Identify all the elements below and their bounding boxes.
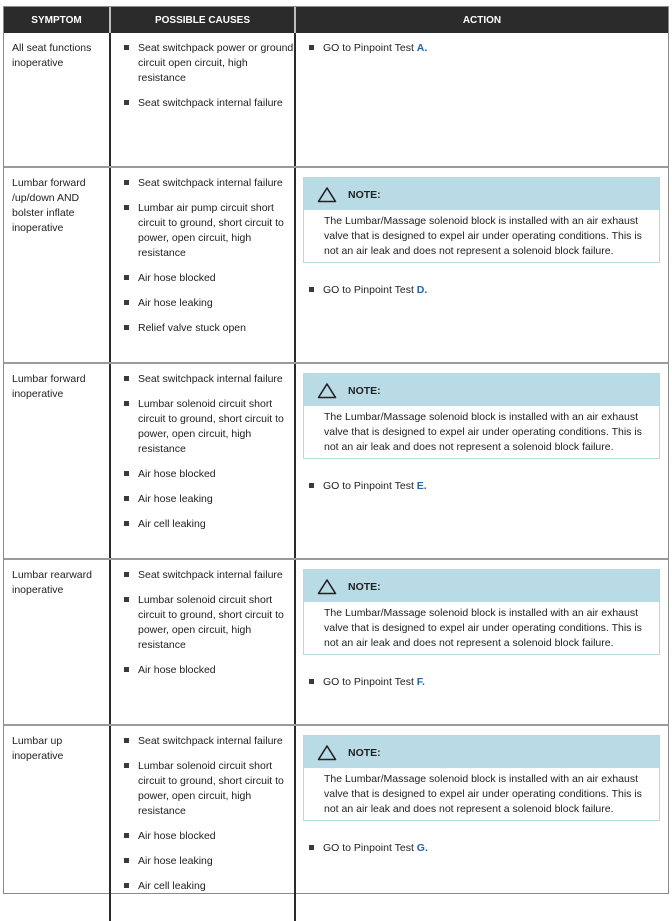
cause-item (124, 467, 294, 482)
goto-text: GO to Pinpoint Test (323, 42, 417, 54)
symptom-text: All seat functions inoperative (12, 42, 92, 69)
causes-list (111, 41, 294, 111)
symptom-text: Lumbar rearward inoperative (12, 569, 92, 596)
square-bullet-icon (309, 483, 314, 488)
square-bullet-icon (124, 180, 129, 185)
symptom-cell (4, 167, 110, 363)
square-bullet-icon (309, 45, 314, 50)
causes-cell (110, 167, 295, 363)
square-bullet-icon (309, 845, 314, 850)
cause-item (124, 492, 294, 507)
note-text: The Lumbar/Massage solenoid block is installed with an air exhaust valve that is designed to expel air under operating conditions. This is not an air leak and does not represent a solenoid block failure. (324, 411, 642, 453)
symptom-cell (4, 363, 110, 559)
note-label: NOTE: (348, 385, 381, 397)
cause-text: Seat switchpack internal failure (138, 373, 283, 385)
symptom-cell (4, 559, 110, 725)
cause-item (124, 271, 294, 286)
goto-pinpoint-test (303, 675, 660, 690)
cause-item (124, 517, 294, 532)
symptom-text: Lumbar forward inoperative (12, 373, 86, 400)
square-bullet-icon (124, 45, 129, 50)
diagnostic-table (4, 7, 668, 921)
cause-item (124, 296, 294, 311)
cause-text: Seat switchpack internal failure (138, 177, 283, 189)
cause-text: Lumbar solenoid circuit short circuit to ground, short circuit to power, open circuit, high resistance (138, 398, 284, 455)
table-row (4, 725, 668, 921)
square-bullet-icon (124, 401, 129, 406)
header-possible-causes: POSSIBLE CAUSES (110, 7, 295, 33)
note-box (303, 569, 660, 655)
table-row (4, 363, 668, 559)
pinpoint-test-link[interactable]: G. (416, 842, 428, 854)
square-bullet-icon (124, 300, 129, 305)
square-bullet-icon (124, 100, 129, 105)
cause-item (124, 879, 294, 894)
warning-triangle-icon (317, 186, 337, 203)
goto-text: GO to Pinpoint Test (323, 284, 417, 296)
cause-text: Air cell leaking (138, 880, 206, 892)
square-bullet-icon (124, 667, 129, 672)
cause-text: Air hose blocked (138, 272, 216, 284)
cause-item (124, 397, 294, 457)
header-action: ACTION (295, 7, 668, 33)
square-bullet-icon (124, 376, 129, 381)
cause-text: Lumbar solenoid circuit short circuit to ground, short circuit to power, open circuit, high resistance (138, 760, 284, 817)
symptom-text: Lumbar up inoperative (12, 735, 64, 762)
note-header (304, 736, 659, 768)
goto-text: GO to Pinpoint Test (323, 676, 417, 688)
square-bullet-icon (124, 597, 129, 602)
goto-pinpoint-test (303, 283, 660, 298)
note-label: NOTE: (348, 189, 381, 201)
note-text: The Lumbar/Massage solenoid block is installed with an air exhaust valve that is designed to expel air under operating conditions. This is not an air leak and does not represent a solenoid block failure. (324, 607, 642, 649)
cause-text: Lumbar solenoid circuit short circuit to ground, short circuit to power, open circuit, high resistance (138, 594, 284, 651)
cause-text: Air cell leaking (138, 518, 206, 530)
square-bullet-icon (309, 679, 314, 684)
causes-list (111, 734, 294, 894)
goto-text: GO to Pinpoint Test (323, 480, 417, 492)
square-bullet-icon (124, 205, 129, 210)
causes-list (111, 372, 294, 532)
causes-cell (110, 33, 295, 167)
cause-text: Relief valve stuck open (138, 322, 246, 334)
goto-pinpoint-test (303, 841, 660, 856)
table-row (4, 559, 668, 725)
causes-cell (110, 559, 295, 725)
note-label: NOTE: (348, 747, 381, 759)
square-bullet-icon (124, 521, 129, 526)
warning-triangle-icon (317, 578, 337, 595)
cause-item (124, 829, 294, 844)
cause-text: Air hose blocked (138, 468, 216, 480)
action-cell (295, 363, 668, 559)
square-bullet-icon (124, 471, 129, 476)
square-bullet-icon (309, 287, 314, 292)
cause-text: Air hose blocked (138, 664, 216, 676)
cause-item (124, 663, 294, 678)
action-cell (295, 167, 668, 363)
cause-text: Air hose leaking (138, 855, 213, 867)
table-header-row (4, 7, 668, 33)
pinpoint-test-link[interactable]: D. (416, 284, 428, 296)
causes-list (111, 568, 294, 678)
cause-item (124, 372, 294, 387)
cause-item (124, 854, 294, 869)
cause-text: Air hose leaking (138, 493, 213, 505)
table-row (4, 167, 668, 363)
square-bullet-icon (124, 496, 129, 501)
symptom-cell (4, 725, 110, 921)
causes-cell (110, 725, 295, 921)
action-cell (295, 725, 668, 921)
goto-pinpoint-test (303, 479, 660, 494)
note-label: NOTE: (348, 581, 381, 593)
cause-text: Air hose blocked (138, 830, 216, 842)
causes-list (111, 176, 294, 336)
cause-text: Seat switchpack internal failure (138, 735, 283, 747)
causes-cell (110, 363, 295, 559)
symptom-cell (4, 33, 110, 167)
cause-item (124, 734, 294, 749)
pinpoint-test-link[interactable]: E. (416, 480, 427, 492)
cause-item (124, 568, 294, 583)
square-bullet-icon (124, 325, 129, 330)
warning-triangle-icon (317, 382, 337, 399)
cause-text: Seat switchpack power or ground circuit open circuit, high resistance (138, 42, 294, 84)
cause-item (124, 96, 294, 111)
cause-item (124, 41, 294, 86)
note-header (304, 570, 659, 602)
cause-item (124, 176, 294, 191)
note-text: The Lumbar/Massage solenoid block is installed with an air exhaust valve that is designed to expel air under operating conditions. This is not an air leak and does not represent a solenoid block failure. (324, 215, 642, 257)
square-bullet-icon (124, 572, 129, 577)
square-bullet-icon (124, 883, 129, 888)
square-bullet-icon (124, 833, 129, 838)
cause-item (124, 593, 294, 653)
cause-text: Seat switchpack internal failure (138, 97, 283, 109)
note-header (304, 178, 659, 210)
table-row (4, 33, 668, 167)
square-bullet-icon (124, 858, 129, 863)
header-symptom: SYMPTOM (4, 7, 110, 33)
cause-item (124, 321, 294, 336)
cause-text: Lumbar air pump circuit short circuit to ground, short circuit to power, open circuit, high resistance (138, 202, 284, 259)
cause-text: Air hose leaking (138, 297, 213, 309)
note-box (303, 177, 660, 263)
note-box (303, 373, 660, 459)
goto-pinpoint-test (303, 41, 660, 56)
pinpoint-test-link[interactable]: A. (416, 42, 428, 54)
goto-text: GO to Pinpoint Test (323, 842, 417, 854)
pinpoint-test-link[interactable]: F. (416, 676, 425, 688)
cause-item (124, 759, 294, 819)
square-bullet-icon (124, 738, 129, 743)
square-bullet-icon (124, 763, 129, 768)
cause-item (124, 201, 294, 261)
action-cell (295, 559, 668, 725)
note-header (304, 374, 659, 406)
warning-triangle-icon (317, 744, 337, 761)
note-text: The Lumbar/Massage solenoid block is installed with an air exhaust valve that is designed to expel air under operating conditions. This is not an air leak and does not represent a solenoid block failure. (324, 773, 642, 815)
square-bullet-icon (124, 275, 129, 280)
diagnostic-table-container (3, 6, 669, 894)
action-cell (295, 33, 668, 167)
symptom-text: Lumbar forward /up/down AND bolster inflate inoperative (12, 177, 86, 234)
note-box (303, 735, 660, 821)
cause-text: Seat switchpack internal failure (138, 569, 283, 581)
